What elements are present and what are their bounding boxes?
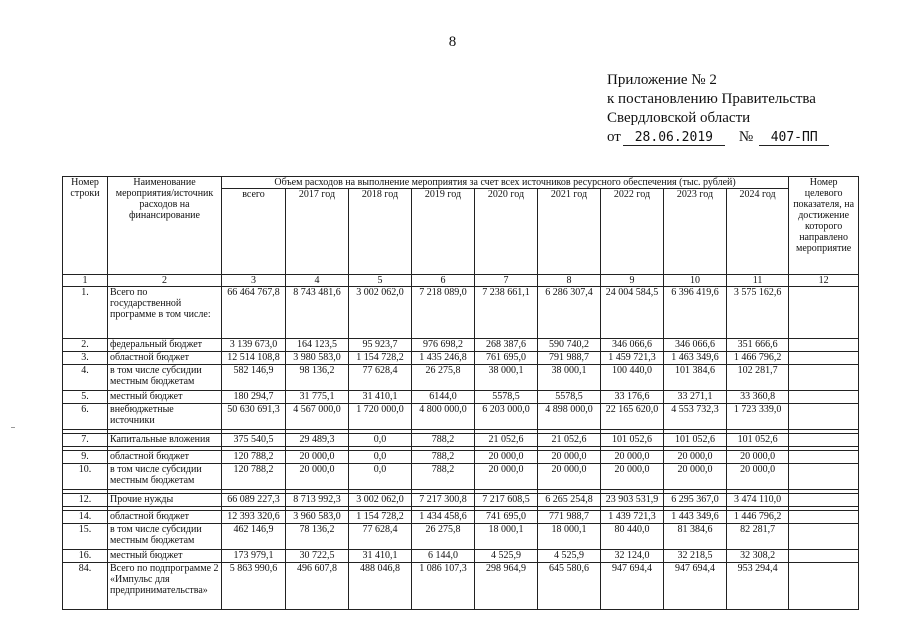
column-number-cell: 3 <box>222 275 286 287</box>
value-cell: 20 000,0 <box>475 464 538 490</box>
table-row <box>63 287 859 339</box>
from-label: от <box>607 129 621 145</box>
value-cell: 1 434 458,6 <box>412 511 475 524</box>
table-body <box>63 287 859 610</box>
column-number-cell: 7 <box>475 275 538 287</box>
value-cell: 20 000,0 <box>538 464 601 490</box>
appendix-line-2: к постановлению Правительства <box>607 91 816 107</box>
value-cell: 50 630 691,3 <box>222 404 286 430</box>
value-cell: 7 217 300,8 <box>412 494 475 507</box>
value-cell: 31 410,1 <box>349 391 412 404</box>
value-cell: 173 979,1 <box>222 550 286 563</box>
value-cell: 77 628,4 <box>349 365 412 391</box>
value-cell: 100 440,0 <box>601 365 664 391</box>
value-cell: 496 607,8 <box>286 563 349 610</box>
value-cell: 268 387,6 <box>475 339 538 352</box>
header-total: всего <box>222 189 286 275</box>
value-cell: 1 720 000,0 <box>349 404 412 430</box>
target-indicator-cell <box>789 494 859 507</box>
value-cell: 82 281,7 <box>727 524 789 550</box>
header-year-2018: 2018 год <box>349 189 412 275</box>
value-cell: 6 396 419,6 <box>664 287 727 339</box>
value-cell: 462 146,9 <box>222 524 286 550</box>
value-cell: 20 000,0 <box>727 464 789 490</box>
value-cell: 791 988,7 <box>538 352 601 365</box>
row-number-cell: 1. <box>63 287 108 339</box>
table-row <box>63 365 859 391</box>
expenses-table <box>62 176 859 610</box>
value-cell: 5578,5 <box>475 391 538 404</box>
value-cell: 4 525,9 <box>538 550 601 563</box>
row-number-cell: 4. <box>63 365 108 391</box>
value-cell: 102 281,7 <box>727 365 789 391</box>
row-number-cell: 2. <box>63 339 108 352</box>
table-row <box>63 563 859 610</box>
row-name-cell: в том числе субсидии местным бюджетам <box>108 524 222 550</box>
value-cell: 33 176,6 <box>601 391 664 404</box>
column-number-cell: 8 <box>538 275 601 287</box>
value-cell: 947 694,4 <box>601 563 664 610</box>
target-indicator-cell <box>789 563 859 610</box>
decree-number: 407-ПП <box>759 130 829 146</box>
value-cell: 101 384,6 <box>664 365 727 391</box>
number-label: № <box>738 129 754 145</box>
table-row <box>63 352 859 365</box>
row-number-cell: 16. <box>63 550 108 563</box>
row-name-cell: местный бюджет <box>108 550 222 563</box>
value-cell: 4 898 000,0 <box>538 404 601 430</box>
value-cell: 590 740,2 <box>538 339 601 352</box>
value-cell: 3 960 583,0 <box>286 511 349 524</box>
value-cell: 32 124,0 <box>601 550 664 563</box>
value-cell: 180 294,7 <box>222 391 286 404</box>
row-name-cell: областной бюджет <box>108 451 222 464</box>
value-cell: 4 800 000,0 <box>412 404 475 430</box>
appendix-line-1: Приложение № 2 <box>607 72 717 88</box>
row-name-cell: в том числе субсидии местным бюджетам <box>108 464 222 490</box>
value-cell: 101 052,6 <box>727 434 789 447</box>
value-cell: 7 238 661,1 <box>475 287 538 339</box>
value-cell: 1 446 796,2 <box>727 511 789 524</box>
value-cell: 7 217 608,5 <box>475 494 538 507</box>
header-year-2019: 2019 год <box>412 189 475 275</box>
target-indicator-cell <box>789 524 859 550</box>
value-cell: 6 203 000,0 <box>475 404 538 430</box>
header-target-indicator: Номер целевого показателя, на достижение которого направлено мероприятие <box>789 177 859 275</box>
value-cell: 98 136,2 <box>286 365 349 391</box>
header-year-2017: 2017 год <box>286 189 349 275</box>
value-cell: 32 308,2 <box>727 550 789 563</box>
value-cell: 101 052,6 <box>601 434 664 447</box>
value-cell: 0,0 <box>349 464 412 490</box>
value-cell: 78 136,2 <box>286 524 349 550</box>
column-number-cell: 12 <box>789 275 859 287</box>
row-name-cell: федеральный бюджет <box>108 339 222 352</box>
target-indicator-cell <box>789 434 859 447</box>
header-name: Наименование мероприятия/источник расходов на финансирование <box>108 177 222 275</box>
value-cell: 3 139 673,0 <box>222 339 286 352</box>
value-cell: 582 146,9 <box>222 365 286 391</box>
table-row <box>63 511 859 524</box>
value-cell: 21 052,6 <box>538 434 601 447</box>
row-name-cell: местный бюджет <box>108 391 222 404</box>
value-cell: 1 443 349,6 <box>664 511 727 524</box>
value-cell: 0,0 <box>349 434 412 447</box>
value-cell: 5 863 990,6 <box>222 563 286 610</box>
value-cell: 947 694,4 <box>664 563 727 610</box>
value-cell: 1 435 246,8 <box>412 352 475 365</box>
value-cell: 20 000,0 <box>601 451 664 464</box>
value-cell: 80 440,0 <box>601 524 664 550</box>
target-indicator-cell <box>789 404 859 430</box>
row-number-cell: 5. <box>63 391 108 404</box>
row-name-cell: областной бюджет <box>108 352 222 365</box>
value-cell: 298 964,9 <box>475 563 538 610</box>
value-cell: 6 265 254,8 <box>538 494 601 507</box>
column-number-cell: 1 <box>63 275 108 287</box>
table-row <box>63 434 859 447</box>
table-row <box>63 464 859 490</box>
value-cell: 6 295 367,0 <box>664 494 727 507</box>
value-cell: 22 165 620,0 <box>601 404 664 430</box>
row-number-cell: 3. <box>63 352 108 365</box>
value-cell: 95 923,7 <box>349 339 412 352</box>
table-row <box>63 451 859 464</box>
target-indicator-cell <box>789 464 859 490</box>
value-cell: 77 628,4 <box>349 524 412 550</box>
row-name-cell: Капитальные вложения <box>108 434 222 447</box>
column-number-cell: 10 <box>664 275 727 287</box>
value-cell: 20 000,0 <box>601 464 664 490</box>
value-cell: 38 000,1 <box>538 365 601 391</box>
target-indicator-cell <box>789 352 859 365</box>
value-cell: 8 743 481,6 <box>286 287 349 339</box>
value-cell: 18 000,1 <box>475 524 538 550</box>
value-cell: 1 723 339,0 <box>727 404 789 430</box>
row-number-cell: 6. <box>63 404 108 430</box>
value-cell: 1 086 107,3 <box>412 563 475 610</box>
row-number-cell: 12. <box>63 494 108 507</box>
header-year-2021: 2021 год <box>538 189 601 275</box>
value-cell: 12 393 320,6 <box>222 511 286 524</box>
target-indicator-cell <box>789 511 859 524</box>
target-indicator-cell <box>789 550 859 563</box>
row-name-cell: внебюджетные источники <box>108 404 222 430</box>
column-number-cell: 4 <box>286 275 349 287</box>
value-cell: 32 218,5 <box>664 550 727 563</box>
value-cell: 3 002 062,0 <box>349 287 412 339</box>
value-cell: 3 980 583,0 <box>286 352 349 365</box>
header-year-2020: 2020 год <box>475 189 538 275</box>
table-row <box>63 550 859 563</box>
value-cell: 0,0 <box>349 451 412 464</box>
column-number-cell: 2 <box>108 275 222 287</box>
value-cell: 976 698,2 <box>412 339 475 352</box>
value-cell: 1 459 721,3 <box>601 352 664 365</box>
value-cell: 6144,0 <box>412 391 475 404</box>
value-cell: 761 695,0 <box>475 352 538 365</box>
value-cell: 12 514 108,8 <box>222 352 286 365</box>
value-cell: 120 788,2 <box>222 451 286 464</box>
header-year-2023: 2023 год <box>664 189 727 275</box>
row-number-cell: 14. <box>63 511 108 524</box>
value-cell: 4 553 732,3 <box>664 404 727 430</box>
appendix-line-3: Свердловской области <box>607 110 751 126</box>
value-cell: 488 046,8 <box>349 563 412 610</box>
table-row <box>63 494 859 507</box>
target-indicator-cell <box>789 365 859 391</box>
decree-date: 28.06.2019 <box>623 130 725 146</box>
value-cell: 29 489,3 <box>286 434 349 447</box>
value-cell: 66 464 767,8 <box>222 287 286 339</box>
value-cell: 3 002 062,0 <box>349 494 412 507</box>
row-name-cell: областной бюджет <box>108 511 222 524</box>
row-number-cell: 10. <box>63 464 108 490</box>
value-cell: 4 525,9 <box>475 550 538 563</box>
value-cell: 5578,5 <box>538 391 601 404</box>
target-indicator-cell <box>789 287 859 339</box>
value-cell: 7 218 089,0 <box>412 287 475 339</box>
header-row-number: Номер строки <box>63 177 108 275</box>
margin-mark <box>11 427 15 428</box>
value-cell: 1 154 728,2 <box>349 352 412 365</box>
value-cell: 18 000,1 <box>538 524 601 550</box>
value-cell: 3 474 110,0 <box>727 494 789 507</box>
table-row <box>63 339 859 352</box>
column-number-cell: 9 <box>601 275 664 287</box>
value-cell: 788,2 <box>412 451 475 464</box>
value-cell: 20 000,0 <box>538 451 601 464</box>
column-numbers-row <box>63 275 859 287</box>
value-cell: 31 410,1 <box>349 550 412 563</box>
value-cell: 38 000,1 <box>475 365 538 391</box>
row-name-cell: Всего по подпрограмме 2 «Импульс для предпринимательства» <box>108 563 222 610</box>
value-cell: 30 722,5 <box>286 550 349 563</box>
value-cell: 164 123,5 <box>286 339 349 352</box>
value-cell: 31 775,1 <box>286 391 349 404</box>
row-number-cell: 84. <box>63 563 108 610</box>
value-cell: 6 286 307,4 <box>538 287 601 339</box>
row-number-cell: 7. <box>63 434 108 447</box>
header-year-2024: 2024 год <box>727 189 789 275</box>
value-cell: 1 439 721,3 <box>601 511 664 524</box>
value-cell: 24 004 584,5 <box>601 287 664 339</box>
value-cell: 351 666,6 <box>727 339 789 352</box>
value-cell: 20 000,0 <box>286 451 349 464</box>
value-cell: 741 695,0 <box>475 511 538 524</box>
target-indicator-cell <box>789 391 859 404</box>
row-name-cell: Прочие нужды <box>108 494 222 507</box>
value-cell: 20 000,0 <box>664 464 727 490</box>
row-name-cell: Всего по государственной программе в том числе: <box>108 287 222 339</box>
value-cell: 33 360,8 <box>727 391 789 404</box>
value-cell: 346 066,6 <box>601 339 664 352</box>
value-cell: 788,2 <box>412 434 475 447</box>
header-expenses-group: Объем расходов на выполнение мероприятия за счет всех источников ресурсного обеспечения (тыс. рублей) <box>222 177 789 189</box>
table-row <box>63 391 859 404</box>
page-number: 8 <box>448 34 457 50</box>
value-cell: 1 154 728,2 <box>349 511 412 524</box>
value-cell: 1 463 349,6 <box>664 352 727 365</box>
value-cell: 20 000,0 <box>475 451 538 464</box>
row-number-cell: 9. <box>63 451 108 464</box>
value-cell: 6 144,0 <box>412 550 475 563</box>
value-cell: 20 000,0 <box>664 451 727 464</box>
value-cell: 8 713 992,3 <box>286 494 349 507</box>
value-cell: 26 275,8 <box>412 365 475 391</box>
header-year-2022: 2022 год <box>601 189 664 275</box>
value-cell: 81 384,6 <box>664 524 727 550</box>
column-number-cell: 11 <box>727 275 789 287</box>
column-number-cell: 5 <box>349 275 412 287</box>
value-cell: 346 066,6 <box>664 339 727 352</box>
value-cell: 23 903 531,9 <box>601 494 664 507</box>
table-row <box>63 404 859 430</box>
value-cell: 26 275,8 <box>412 524 475 550</box>
table-row <box>63 524 859 550</box>
value-cell: 3 575 162,6 <box>727 287 789 339</box>
value-cell: 953 294,4 <box>727 563 789 610</box>
value-cell: 20 000,0 <box>727 451 789 464</box>
value-cell: 788,2 <box>412 464 475 490</box>
target-indicator-cell <box>789 339 859 352</box>
value-cell: 1 466 796,2 <box>727 352 789 365</box>
value-cell: 645 580,6 <box>538 563 601 610</box>
value-cell: 66 089 227,3 <box>222 494 286 507</box>
value-cell: 4 567 000,0 <box>286 404 349 430</box>
target-indicator-cell <box>789 451 859 464</box>
value-cell: 20 000,0 <box>286 464 349 490</box>
appendix-header <box>607 71 829 147</box>
appendix-date-line <box>607 128 829 147</box>
value-cell: 375 540,5 <box>222 434 286 447</box>
row-name-cell: в том числе субсидии местным бюджетам <box>108 365 222 391</box>
column-number-cell: 6 <box>412 275 475 287</box>
value-cell: 101 052,6 <box>664 434 727 447</box>
value-cell: 120 788,2 <box>222 464 286 490</box>
value-cell: 771 988,7 <box>538 511 601 524</box>
value-cell: 33 271,1 <box>664 391 727 404</box>
row-number-cell: 15. <box>63 524 108 550</box>
value-cell: 21 052,6 <box>475 434 538 447</box>
